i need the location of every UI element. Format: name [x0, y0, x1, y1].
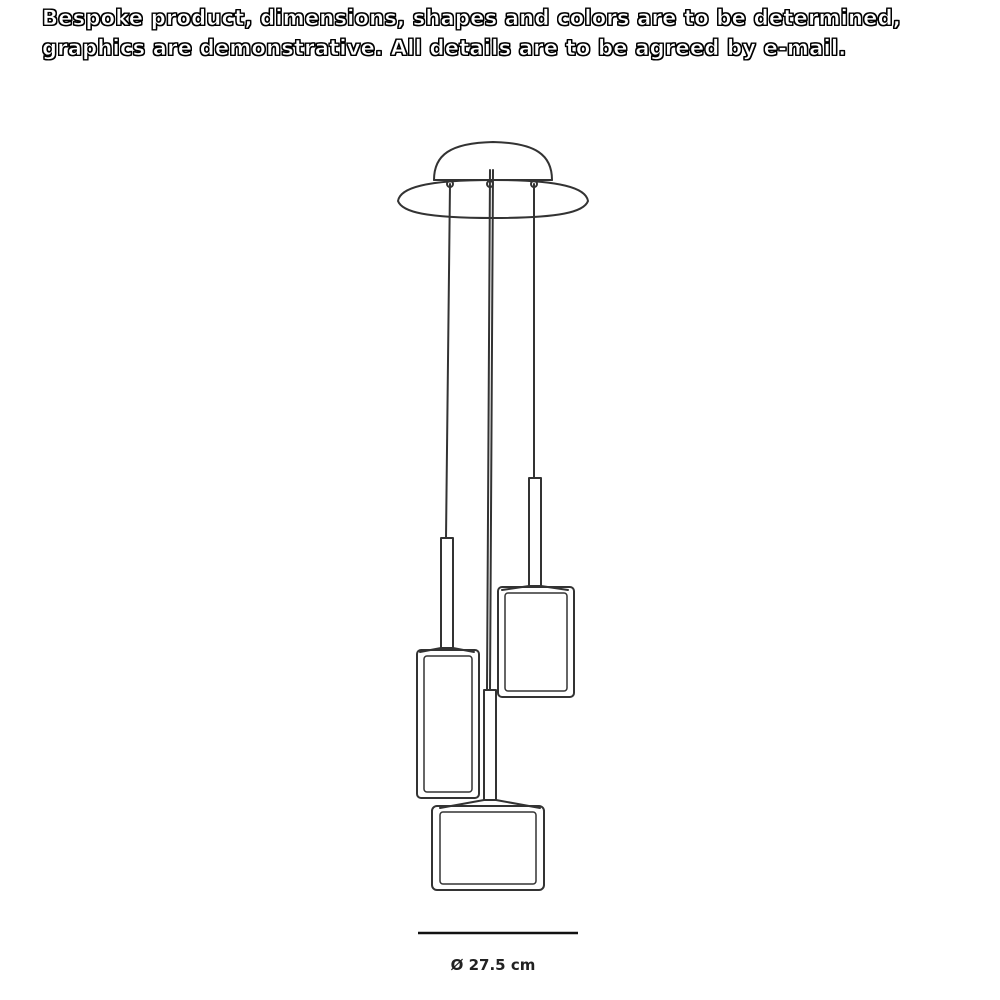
suspension-cables [446, 170, 534, 690]
pendant-shade-right [498, 478, 574, 697]
dimension-label: Ø 27.5 cm [450, 956, 536, 974]
disclaimer-text: Bespoke product, dimensions, shapes and colors are to be determined, graphics are demonstrative. All details are to be agreed by e-mail. [42, 6, 901, 60]
diameter-dimension [418, 933, 578, 974]
cable-left [446, 184, 450, 538]
pendant-shade-center [432, 690, 544, 890]
pendant-shade-left [417, 538, 479, 798]
